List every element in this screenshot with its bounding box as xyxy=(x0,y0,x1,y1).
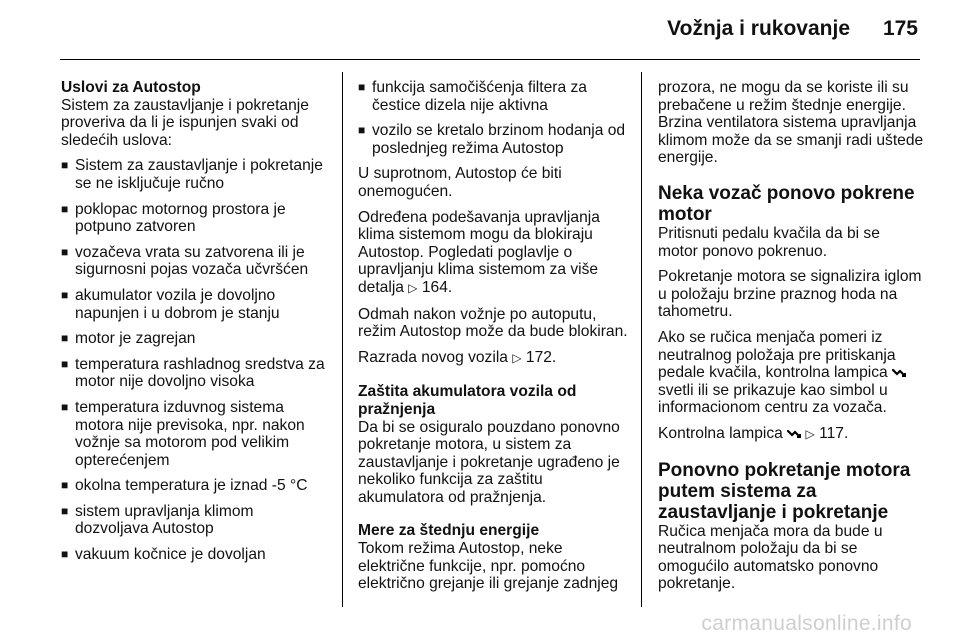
page-reference-link[interactable]: 117. xyxy=(819,424,849,442)
conditions-list-continued xyxy=(358,79,628,157)
triangle-right-icon: ▷ xyxy=(805,426,815,441)
list-item: ■ poklopac motornog prostora je potpuno zatvoren xyxy=(61,201,329,236)
autostop-lamp-icon xyxy=(892,368,906,378)
list-item: ■ funkcija samočišćenja filtera za čestice dizela nije aktivna xyxy=(358,79,628,114)
list-item: ■ vozačeva vrata su zatvorena ili je sigurnosni pojas vozača učvršćen xyxy=(61,244,329,279)
conditions-list xyxy=(61,157,329,563)
page-number: 175 xyxy=(882,17,918,40)
list-item: ■ akumulator vozila je dovoljno napunjen i u dobrom je stanju xyxy=(61,287,329,322)
list-item: ■ temperatura izduvnog sistema motora nije previsoka, npr. nakon vožnje sa motorom pod velikim opterećenjem xyxy=(61,399,329,469)
paragraph-break-in: Razrada novog vozila ▷ 172. xyxy=(358,348,557,366)
list-item: ■ motor je zagrejan xyxy=(61,330,329,348)
paragraph-climate: Određena podešavanja upravljanja klima sistemom mogu da blokiraju Autostop. Pogledati poglavlje o upravljanju klima sistemom za više detalja ▷ 164. xyxy=(358,208,600,296)
paragraph-neutral: Ručica menjača mora da bude u neutralnom položaju da bi se omogućilo automatsko ponovno pokretanje. xyxy=(658,522,883,593)
list-item: ■ Sistem za zaustavljanje i pokretanje se ne isključuje ručno xyxy=(61,157,329,192)
paragraph-battery: Da bi se osiguralo pouzdano ponovno pokretanje motora, u sistem za zaustavljanje i pokretanje ugrađeno je nekoliko funkcija za zaštitu akumulatora od pražnjenja. xyxy=(358,418,620,506)
page-reference-link[interactable]: 172. xyxy=(525,348,557,366)
paragraph-energy: Tokom režima Autostop, neke električne funkcije, npr. pomoćno električno grejanje ili grejanje zadnjeg xyxy=(358,540,619,593)
list-item: ■ okolna temperatura je iznad -5 °C xyxy=(61,477,329,495)
paragraph-highway: Odmah nakon vožnje po autoputu, režim Autostop može da bude blokiran. xyxy=(358,305,628,341)
column-left xyxy=(61,79,329,572)
section-heading-battery-protection: Zaštita akumulatora vozila od pražnjenja xyxy=(358,383,577,418)
intro-paragraph: Sistem za zaustavljanje i pokretanje proveriva da li je ispunjen svaki od sledećih uslova: xyxy=(61,96,309,149)
list-item: ■ vakuum kočnice je dovoljan xyxy=(61,546,329,564)
list-item: ■ temperatura rashladnog sredstva za motor nije dovoljno visoka xyxy=(61,356,329,391)
page-reference-link[interactable]: 164. xyxy=(421,278,453,296)
triangle-right-icon: ▷ xyxy=(408,280,418,295)
column-right xyxy=(658,79,924,601)
paragraph-clutch: Pritisnuti pedalu kvačila da bi se motor ponovo pokrenuo. xyxy=(658,224,880,260)
paragraph-tachometer: Pokretanje motora se signalizira iglom u položaju brzine praznog hoda na tahometru. xyxy=(658,268,922,321)
header-rule xyxy=(60,59,920,60)
triangle-right-icon: ▷ xyxy=(512,350,522,365)
page-title: Vožnja i rukovanje xyxy=(667,17,850,40)
paragraph-energy-continued: prozora, ne mogu da se koriste ili su prebačene u režim štednje energije. Brzina ventilatora sistema upravljanja klimom može da se smanji radi uštede energije. xyxy=(658,79,924,167)
column-middle xyxy=(358,79,628,601)
column-divider-left xyxy=(342,72,343,607)
list-item: ■ vozilo se kretalo brzinom hodanja od poslednjeg režima Autostop xyxy=(358,122,628,157)
watermark: carmanualsonline.info xyxy=(701,612,912,635)
column-divider-right xyxy=(641,72,642,607)
list-item: ■ sistem upravljanja klimom dozvoljava Autostop xyxy=(61,503,329,538)
page-header xyxy=(0,0,960,52)
paragraph-lamp-reference: Kontrolna lampica ▷ 117. xyxy=(658,424,849,442)
section-heading-system-restart: Ponovno pokretanje motora putem sistema za zaustavljanje i pokretanje xyxy=(658,459,911,523)
paragraph-lever: Ako se ručica menjača pomeri iz neutralnog položaja pre pritiskanja pedale kvačila, kontrolna lampica svetli ili se prikazuje kao simbol u informacionom centru za vozača. xyxy=(658,329,924,417)
section-heading-energy-saving: Mere za štednju energije xyxy=(358,522,540,540)
paragraph-otherwise: U suprotnom, Autostop će biti onemogućen. xyxy=(358,165,562,200)
section-heading-driver-restart: Neka vozač ponovo pokrene motor xyxy=(658,182,915,225)
section-heading-autostop-conditions: Uslovi za Autostop xyxy=(61,79,201,96)
autostop-lamp-icon xyxy=(787,429,801,439)
